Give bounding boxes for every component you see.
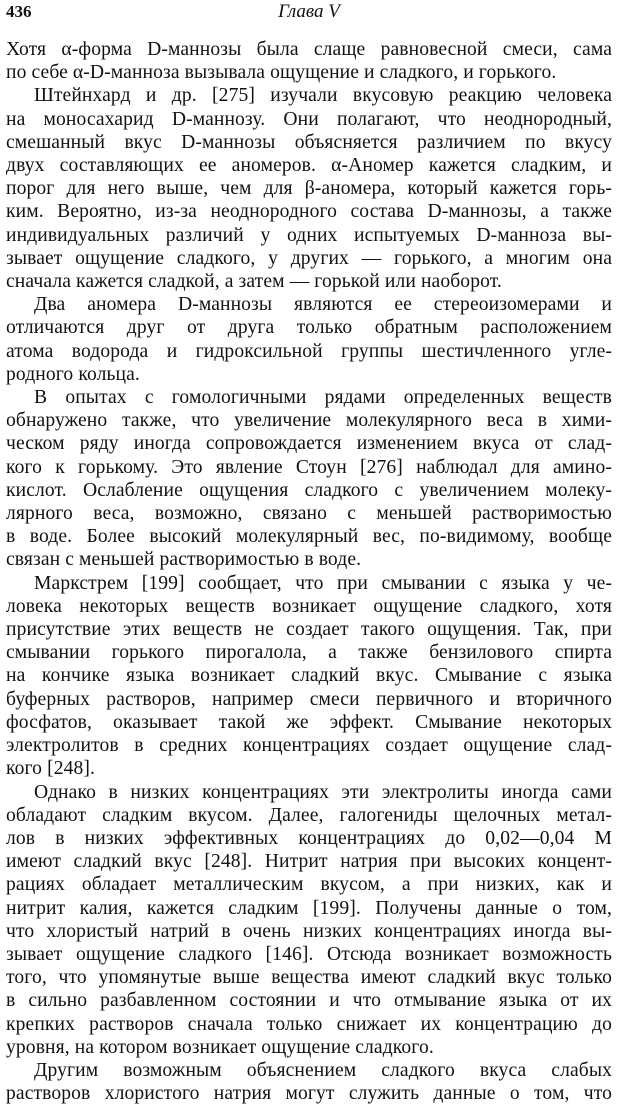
text-line: Маркстрем [199] сообщает, что при смывании с языка у че- xyxy=(34,572,612,594)
text-line: рациях обладает металлическим вкусом, а при низких, как и xyxy=(6,874,612,896)
text-line: ким. Вероятно, из-за неоднородного состава D-маннозы, а также xyxy=(6,201,612,223)
paragraph xyxy=(6,1059,612,1105)
text-line: смывании горького пирогалола, а также бензилового спирта xyxy=(6,642,612,664)
paragraph xyxy=(6,781,612,1059)
chapter-running-head: Глава V xyxy=(278,1,340,22)
page-number: 436 xyxy=(6,2,32,21)
text-line: индивидуальных различий у одних испытуемых D-манноза вы- xyxy=(6,224,612,246)
text-line: сначала кажется сладкой, а затем — горькой или наоборот. xyxy=(6,271,502,293)
paragraph xyxy=(6,84,612,293)
text-line: фосфатов, оказывает такой же эффект. Смывание некоторых xyxy=(6,711,612,733)
paragraph xyxy=(6,293,612,386)
text-line: родного кольца. xyxy=(6,363,140,385)
text-line: того, что упомянутые выше вещества имеют сладкий вкус только xyxy=(6,967,612,989)
text-line: Другим возможным объяснением сладкого вкуса слабых xyxy=(34,1059,612,1081)
text-line: имеют сладкий вкус [248]. Нитрит натрия при высоких концент- xyxy=(6,851,612,873)
paragraph xyxy=(6,572,612,781)
text-line: атома водорода и гидроксильной группы шестичленного угле- xyxy=(6,340,612,362)
text-line: смешанный вкус D-маннозы объясняется различием по вкусу xyxy=(6,131,612,153)
text-line: крепких растворов сначала только снижает их концентрацию до xyxy=(6,1013,612,1035)
body-text xyxy=(6,38,612,1105)
page-header xyxy=(6,0,612,26)
text-line: отличаются друг от друга только обратным расположением xyxy=(6,317,612,339)
text-line: ловека некоторых веществ возникает ощущение сладкого, хотя xyxy=(6,595,612,617)
text-line: Два аномера D-маннозы являются ее стереоизомерами и xyxy=(34,294,612,316)
text-line: что хлористый натрий в очень низких концентрациях иногда вы- xyxy=(6,920,612,942)
text-line: обладают сладким вкусом. Далее, галогениды щелочных метал- xyxy=(6,804,612,826)
text-line: в воде. Более высокий молекулярный вес, по-видимому, вообще xyxy=(6,526,612,548)
text-line: буферных растворов, например смеси первичного и вторичного xyxy=(6,688,612,710)
text-line: нитрит калия, кажется сладким [199]. Получены данные о том, xyxy=(6,897,612,919)
text-line: обнаружено также, что увеличение молекулярного веса в хими- xyxy=(6,410,612,432)
paragraph xyxy=(6,38,612,84)
text-line: на кончике языка возникает сладкий вкус. Смывание с языка xyxy=(6,665,612,687)
text-line: лов в низких эффективных концентрациях до 0,02—0,04 М xyxy=(6,827,612,849)
text-line: Однако в низких концентрациях эти электролиты иногда сами xyxy=(34,781,612,803)
text-line: порог для него выше, чем для β-аномера, который кажется горь- xyxy=(6,178,612,200)
text-line: кислот. Ослабление ощущения сладкого с увеличением молеку- xyxy=(6,479,612,501)
text-line: В опытах с гомологичными рядами определенных веществ xyxy=(34,387,612,409)
text-line: по себе α-D-манноза вызывала ощущение и сладкого, и горького. xyxy=(6,62,557,84)
text-line: Хотя α-форма D-маннозы была слаще равновесной смеси, сама xyxy=(6,39,612,60)
text-line: зывает ощущение сладкого, у других — горького, а многим она xyxy=(6,247,612,269)
text-line: зывает ощущение сладкого [146]. Отсюда возникает возможность xyxy=(6,943,612,965)
text-line: кого к горькому. Это явление Стоун [276] наблюдал для амино- xyxy=(6,456,612,478)
text-line: уровня, на котором возникает ощущение сладкого. xyxy=(6,1036,434,1058)
paragraph xyxy=(6,386,612,572)
text-line: кого [248]. xyxy=(6,758,96,780)
text-line: растворов хлористого натрия могут служить данные о том, что xyxy=(6,1083,612,1105)
text-line: в сильно разбавленном состоянии и что отмывание языка от их xyxy=(6,990,612,1012)
text-line: связан с меньшей растворимостью в воде. xyxy=(6,549,362,571)
text-line: на моносахарид D-маннозу. Они полагают, что неоднородный, xyxy=(6,108,612,130)
text-line: присутствие этих веществ не создает такого ощущения. Так, при xyxy=(6,619,612,641)
text-line: электролитов в средних концентрациях создает ощущение слад- xyxy=(6,735,612,757)
text-line: Штейнхард и др. [275] изучали вкусовую реакцию человека xyxy=(34,85,612,107)
text-line: двух составляющих ее аномеров. α-Аномер кажется сладким, и xyxy=(6,155,612,177)
text-line: ческом ряду иногда сопровождается изменением вкуса от слад- xyxy=(6,433,612,455)
text-line: лярного веса, возможно, связано с меньшей растворимостью xyxy=(6,503,612,525)
